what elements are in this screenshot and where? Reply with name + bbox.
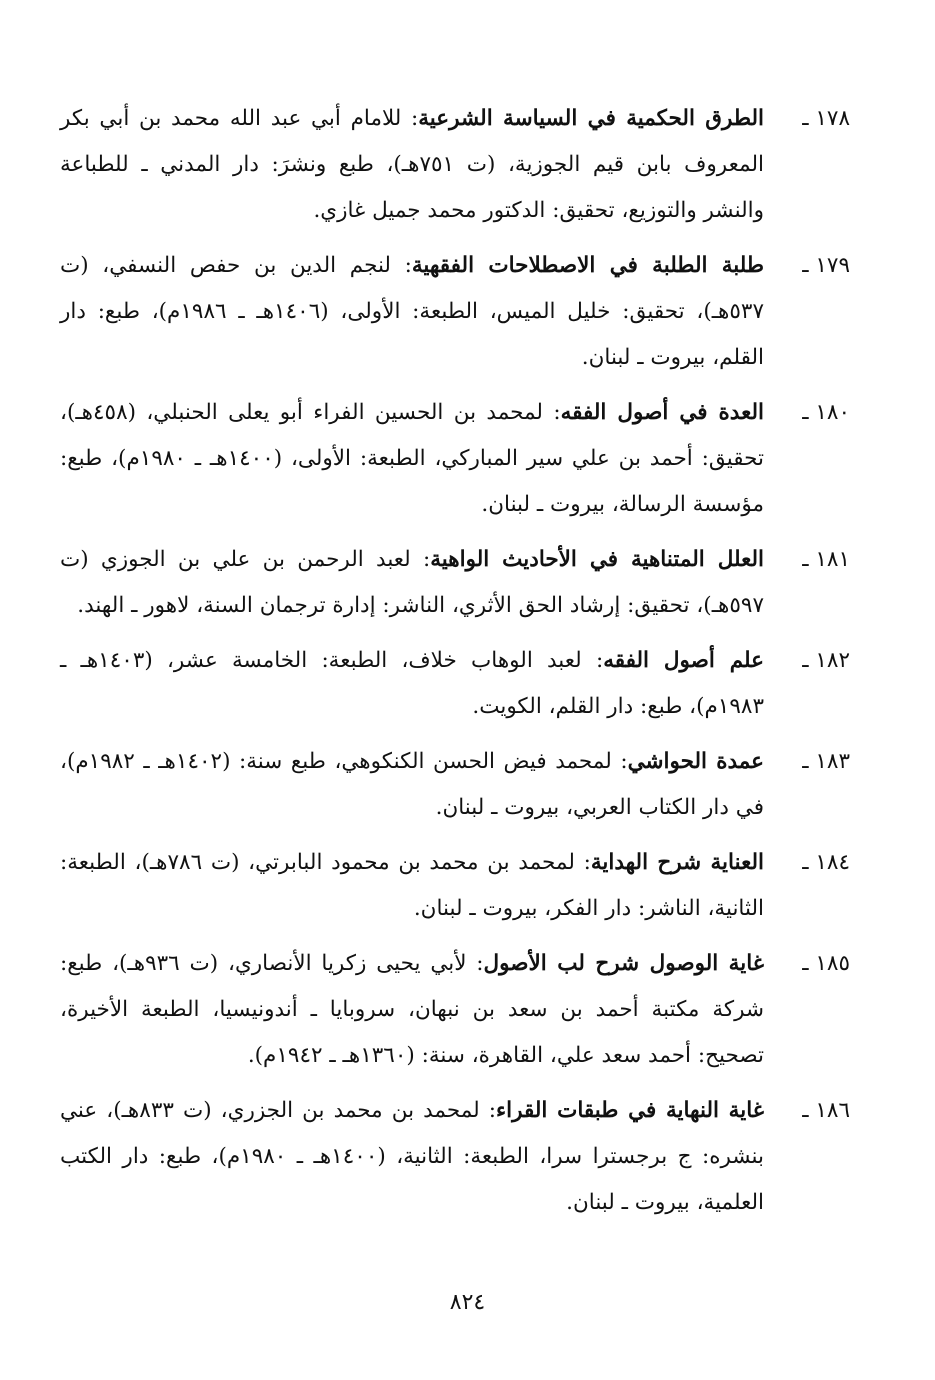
bibliography-entry — [60, 739, 850, 831]
entry-number: ١٨٥ ـ — [802, 951, 850, 976]
entry-title: طلبة الطلبة في الاصطلاحات الفقهية — [411, 253, 765, 278]
entry-text: : للامام أبي عبد الله محمد بن أبي بكر المعروف بابن قيم الجوزية، (ت ٧٥١هـ)، طبع ونشرَ: دار المدني ـ للطباعة والنشر والتوزيع، تحقيق: الدكتور محمد جميل غازي. — [60, 106, 764, 223]
entry-number: ١٨١ ـ — [802, 547, 850, 572]
bibliography-entry — [60, 840, 850, 932]
entry-text: : لنجم الدين بن حفص النسفي، (ت ٥٣٧هـ)، تحقيق: خليل الميس، الطبعة: الأولى، (١٤٠٦هـ ـ ١٩٨٦م)، طبع: دار القلم، بيروت ـ لبنان. — [60, 253, 765, 370]
entry-text: : لأبي يحيى زكريا الأنصاري، (ت ٩٣٦هـ)، طبع: شركة مكتبة أحمد بن سعد بن نبهان، سروبايا ـ أندونيسيا، الطبعة الأخيرة، تصحيح: أحمد سعد علي، القاهرة، سنة: (١٣٦٠هـ ـ ١٩٤٢م). — [60, 951, 764, 1068]
entry-number: ١٨٠ ـ — [802, 400, 850, 425]
entry-title: العلل المتناهية في الأحاديث الواهية — [430, 547, 764, 572]
bibliography-entry — [60, 638, 850, 730]
entry-number: ١٨٢ ـ — [802, 648, 850, 673]
entry-title: العناية شرح الهداية — [590, 850, 764, 875]
entry-number: ١٨٣ ـ — [802, 749, 850, 774]
bibliography-entry — [60, 96, 850, 234]
entry-text: : لمحمد بن الحسين الفراء أبو يعلى الحنبلي، (٤٥٨هـ)، تحقيق: أحمد بن علي سير المباركي، الطبعة: الأولى، (١٤٠٠هـ ـ ١٩٨٠م)، طبع: مؤسسة الرسالة، بيروت ـ لبنان. — [60, 400, 765, 517]
entry-number: ١٧٩ ـ — [802, 253, 850, 278]
entry-number: ١٨٦ ـ — [802, 1098, 850, 1123]
bibliography-entry — [60, 941, 850, 1079]
bibliography-entry — [60, 1088, 850, 1226]
entry-text: : لعبد الوهاب خلاف، الطبعة: الخامسة عشر، (١٤٠٣هـ ـ ١٩٨٣م)، طبع: دار القلم، الكويت. — [60, 648, 764, 719]
entry-title: غاية الوصول شرح لب الأصول — [483, 951, 764, 976]
entry-title: غاية النهاية في طبقات القراء — [496, 1098, 764, 1123]
entry-title: عمدة الحواشي — [627, 749, 765, 774]
bibliography-entry — [60, 537, 850, 629]
entry-title: العدة في أصول الفقه — [560, 400, 764, 425]
entry-text: : لمحمد فيض الحسن الكنكوهي، طبع سنة: (١٤٠٢هـ ـ ١٩٨٢م)، في دار الكتاب العربي، بيروت ـ لبنان. — [60, 749, 764, 820]
bibliography-page — [60, 96, 850, 1235]
bibliography-entry — [60, 243, 850, 381]
entry-number: ١٧٨ ـ — [802, 106, 850, 131]
entry-text: : لمحمد بن محمد بن محمود البابرتي، (ت ٧٨٦هـ)، الطبعة: الثانية، الناشر: دار الفكر، بيروت ـ لبنان. — [60, 850, 764, 921]
entry-title: علم أصول الفقه — [603, 648, 764, 673]
entry-number: ١٨٤ ـ — [802, 850, 850, 875]
page-number: ٨٢٤ — [449, 1290, 486, 1315]
entry-title: الطرق الحكمية في السياسة الشرعية — [418, 106, 764, 131]
entry-text: : لمحمد بن محمد بن الجزري، (ت ٨٣٣هـ)، عني بنشره: ج برجسترا سرا، الطبعة: الثانية، (١٤٠٠هـ ـ ١٩٨٠م)، طبع: دار الكتب العلمية، بيروت ـ لبنان. — [60, 1098, 764, 1215]
bibliography-entry — [60, 390, 850, 528]
entry-text: : لعبد الرحمن بن علي بن الجوزي (ت ٥٩٧هـ)، تحقيق: إرشاد الحق الأثري، الناشر: إدارة ترجمان السنة، لاهور ـ الهند. — [60, 547, 764, 618]
